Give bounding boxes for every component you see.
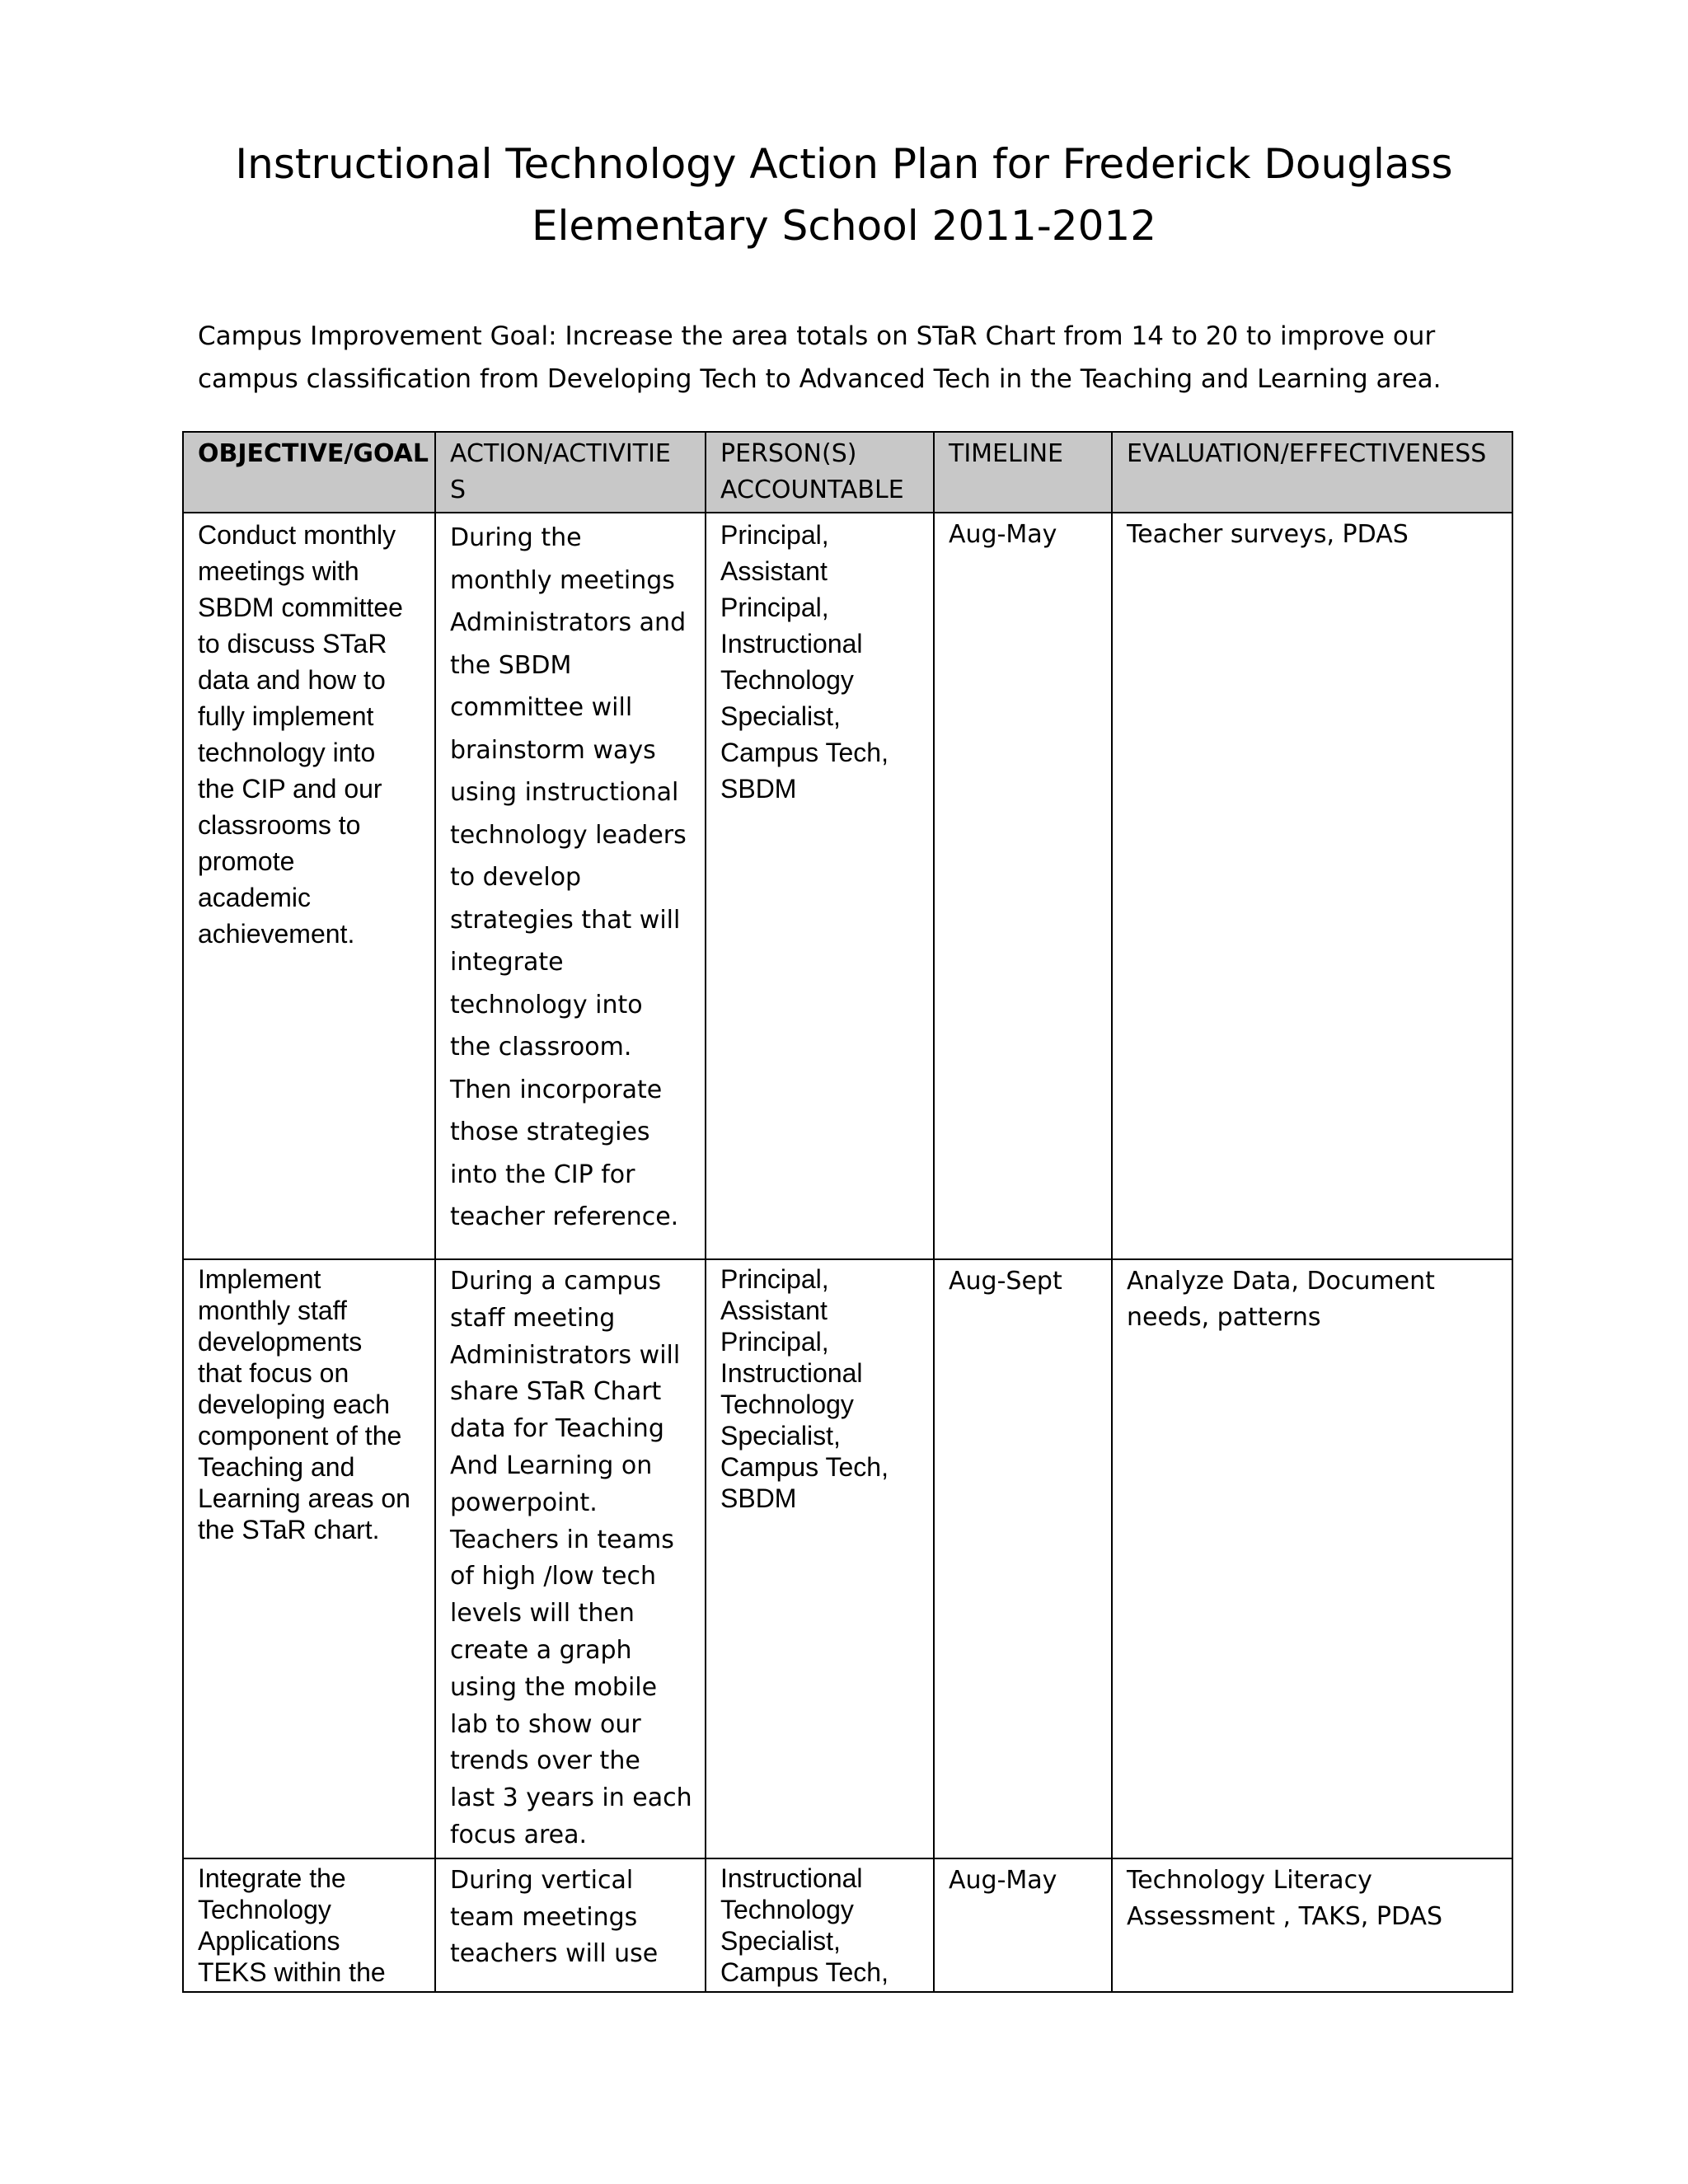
cell-line: powerpoint. xyxy=(450,1488,598,1517)
cell-line: focus area. xyxy=(450,1820,588,1849)
cell-line: that focus on xyxy=(198,1358,349,1388)
cell-line: integrate xyxy=(450,948,564,977)
cell-line: using the mobile xyxy=(450,1672,658,1702)
cell-action xyxy=(435,513,706,1259)
table-row xyxy=(183,1259,1512,1858)
cell-line: team meetings xyxy=(450,1902,638,1932)
document-title xyxy=(124,134,1564,257)
cell-line: developing each xyxy=(198,1390,391,1419)
cell-line: TEKS within the xyxy=(198,1957,386,1987)
cell-line: into the CIP for xyxy=(450,1160,635,1189)
cell-line: Assistant xyxy=(720,556,828,586)
cell-line: SBDM xyxy=(720,1483,797,1513)
cell-line: Principal, xyxy=(720,593,829,622)
cell-persons xyxy=(706,1858,934,1992)
cell-line: lab to show our xyxy=(450,1709,641,1739)
cell-line: Campus Tech, xyxy=(720,738,889,767)
cell-line: using instructional xyxy=(450,778,679,807)
cell-action xyxy=(435,1858,706,1992)
cell-line: Campus Tech, xyxy=(720,1957,889,1987)
header-timeline: TIMELINE xyxy=(934,432,1112,513)
cell-evaluation xyxy=(1112,1259,1512,1858)
table-header-row xyxy=(183,432,1512,513)
goal-line: Campus Improvement Goal: Increase the area totals on STaR Chart from 14 to 20 to improve our xyxy=(198,321,1436,351)
cell-line: Teachers in teams xyxy=(450,1525,674,1554)
cell-line: Analyze Data, Document xyxy=(1127,1267,1435,1296)
cell-line: monthly staff xyxy=(198,1296,347,1325)
header-evaluation-effectiveness: EVALUATION/EFFECTIVENESS xyxy=(1112,432,1512,513)
cell-line: Technology xyxy=(720,1894,854,1924)
cell-line: Principal, xyxy=(720,1264,829,1294)
cell-line: Implement xyxy=(198,1264,321,1294)
cell-line: share STaR Chart xyxy=(450,1377,662,1407)
cell-line: Instructional xyxy=(720,1358,863,1388)
cell-line: monthly meetings xyxy=(450,565,675,595)
cell-line: Specialist, xyxy=(720,701,841,731)
cell-line: Teaching and xyxy=(198,1452,355,1482)
cell-line: needs, patterns xyxy=(1127,1303,1321,1332)
cell-evaluation xyxy=(1112,1858,1512,1992)
cell-line: Then incorporate xyxy=(450,1075,663,1104)
cell-line: staff meeting xyxy=(450,1303,616,1333)
cell-objective xyxy=(183,513,435,1259)
cell-line: component of the xyxy=(198,1421,402,1451)
cell-line: Specialist, xyxy=(720,1421,841,1451)
cell-line: Specialist, xyxy=(720,1925,841,1956)
cell-line: Instructional xyxy=(720,1863,863,1893)
cell-persons xyxy=(706,513,934,1259)
cell-line: During a campus xyxy=(450,1267,662,1296)
cell-line: Technology xyxy=(720,1390,854,1419)
cell-evaluation xyxy=(1112,513,1512,1259)
cell-timeline: Aug-May xyxy=(934,513,1112,1259)
cell-line: data and how to xyxy=(198,665,386,695)
cell-line: classrooms to xyxy=(198,810,361,840)
campus-improvement-goal xyxy=(198,315,1533,401)
cell-line: Assistant xyxy=(720,1296,828,1325)
cell-line: Conduct monthly xyxy=(198,520,396,550)
cell-line: developments xyxy=(198,1327,363,1357)
cell-line: strategies that will xyxy=(450,905,681,935)
cell-line: SBDM xyxy=(720,774,797,804)
cell-line: During vertical xyxy=(450,1865,634,1895)
cell-line: teachers will use xyxy=(450,1939,659,1969)
cell-timeline: Aug-Sept xyxy=(934,1259,1112,1858)
cell-line: academic xyxy=(198,883,311,912)
cell-line: of high /low tech xyxy=(450,1562,656,1591)
header-persons-accountable: PERSON(S) ACCOUNTABLE xyxy=(706,432,934,513)
cell-line: And Learning on xyxy=(450,1451,653,1480)
goal-line: campus classification from Developing Tech to Advanced Tech in the Teaching and Learning area. xyxy=(198,364,1442,394)
cell-line: those strategies xyxy=(450,1118,650,1146)
cell-line: Principal, xyxy=(720,1327,829,1357)
cell-line: the CIP and our xyxy=(198,774,382,804)
cell-line: promote xyxy=(198,846,295,876)
cell-line: technology into xyxy=(450,990,643,1019)
cell-line: During the xyxy=(450,523,582,552)
cell-line: technology leaders xyxy=(450,820,687,850)
cell-line: trends over the xyxy=(450,1746,640,1776)
cell-line: to discuss STaR xyxy=(198,629,387,658)
table-row xyxy=(183,1858,1512,1992)
cell-line: levels will then xyxy=(450,1599,635,1629)
cell-line: meetings with xyxy=(198,556,359,586)
title-line: Instructional Technology Action Plan for Frederick Douglass xyxy=(235,140,1453,188)
cell-line: Principal, xyxy=(720,520,829,550)
cell-line: Teacher surveys, PDAS xyxy=(1127,520,1409,549)
cell-line: Learning areas on xyxy=(198,1483,410,1513)
cell-line: Administrators and xyxy=(450,608,687,637)
cell-line: Integrate the xyxy=(198,1863,346,1893)
cell-line: data for Teaching xyxy=(450,1414,664,1444)
cell-line: achievement. xyxy=(198,919,355,949)
title-line: Elementary School 2011-2012 xyxy=(531,202,1157,250)
cell-line: Campus Tech, xyxy=(720,1452,889,1482)
cell-action xyxy=(435,1259,706,1858)
cell-line: brainstorm ways xyxy=(450,735,656,765)
cell-line: the classroom. xyxy=(450,1033,632,1062)
cell-line: to develop xyxy=(450,863,582,892)
cell-line: Assessment , TAKS, PDAS xyxy=(1127,1901,1443,1931)
cell-line: Administrators will xyxy=(450,1340,681,1370)
cell-line: teacher reference. xyxy=(450,1202,679,1231)
header-objective-goal: OBJECTIVE/GOAL xyxy=(183,432,435,513)
cell-line: the STaR chart. xyxy=(198,1515,380,1544)
cell-line: technology into xyxy=(198,738,376,767)
table-row xyxy=(183,513,1512,1259)
cell-line: last 3 years in each xyxy=(450,1783,692,1813)
cell-timeline: Aug-May xyxy=(934,1858,1112,1992)
header-action-activities: ACTION/ACTIVITIE S xyxy=(435,432,706,513)
cell-line: fully implement xyxy=(198,701,374,731)
cell-line: Technology xyxy=(720,665,854,695)
cell-line: the SBDM xyxy=(450,650,572,680)
action-plan-table xyxy=(182,431,1513,1993)
cell-objective xyxy=(183,1259,435,1858)
cell-persons xyxy=(706,1259,934,1858)
cell-line: Applications xyxy=(198,1925,340,1956)
cell-line: Instructional xyxy=(720,629,863,658)
cell-line: create a graph xyxy=(450,1635,632,1665)
cell-line: SBDM committee xyxy=(198,593,403,622)
cell-objective xyxy=(183,1858,435,1992)
cell-line: Technology xyxy=(198,1894,331,1924)
cell-line: Technology Literacy xyxy=(1127,1865,1372,1895)
cell-line: committee will xyxy=(450,693,633,722)
